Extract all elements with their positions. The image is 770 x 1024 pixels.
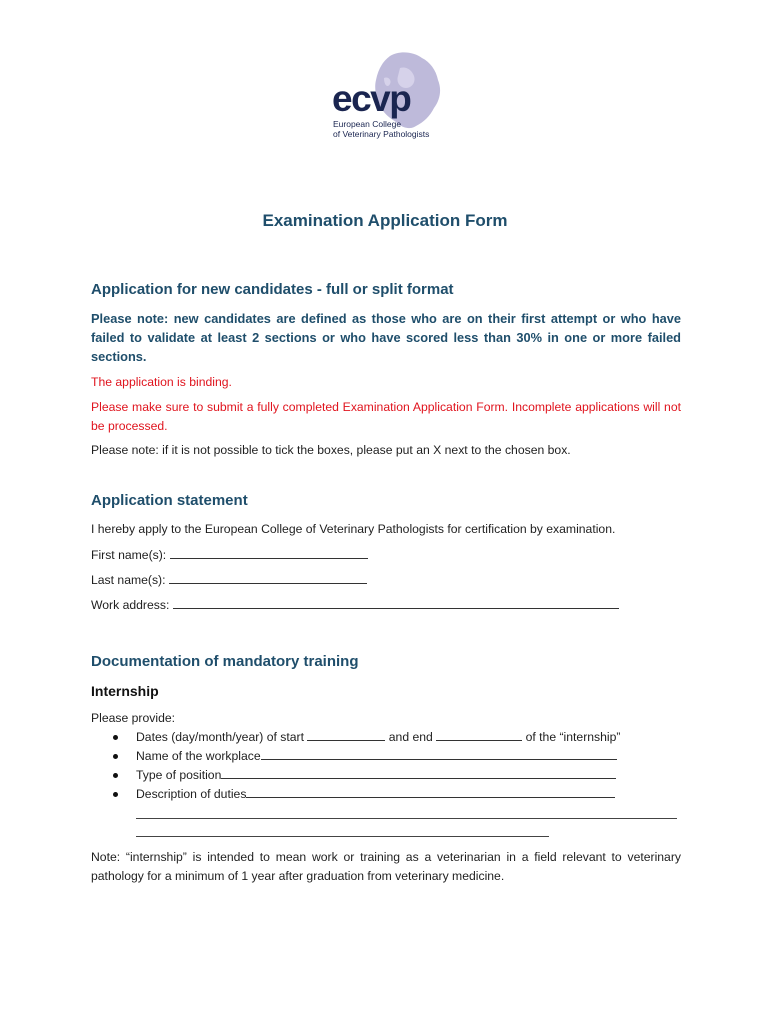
- internship-subheading: Internship: [91, 683, 159, 699]
- logo-line-2: of Veterinary Pathologists: [333, 129, 430, 139]
- logo-wordmark: ecvp: [332, 78, 411, 119]
- workplace-label: Name of the workplace: [136, 749, 261, 763]
- bullet-icon: [113, 773, 118, 778]
- logo-subtitle: [333, 119, 429, 139]
- logo-line-1: European College: [333, 119, 402, 129]
- internship-definition-note: Note: “internship” is intended to mean work or training as a veterinarian in a field relevant to veterinary pathology for a minimum of 1 year after graduation from veterinary medicine.: [91, 850, 681, 883]
- last-name-row: [91, 571, 367, 587]
- end-date-field[interactable]: [436, 728, 522, 741]
- list-item-dates: [91, 728, 681, 747]
- bullet-icon: [113, 735, 118, 740]
- first-name-row: [91, 546, 368, 562]
- list-item-workplace: [91, 747, 681, 766]
- first-name-field[interactable]: [170, 546, 368, 559]
- list-item-position: [91, 766, 681, 785]
- please-provide-label: Please provide:: [91, 711, 176, 725]
- tick-boxes-note: Please note: if it is not possible to tick the boxes, please put an X next to the chosen box.: [91, 443, 571, 457]
- work-address-row: [91, 596, 619, 612]
- bullet-icon: [113, 792, 118, 797]
- workplace-field[interactable]: [261, 747, 617, 760]
- ecvp-logo: [330, 48, 446, 148]
- position-field[interactable]: [221, 766, 616, 779]
- binding-notice: The application is binding.: [91, 375, 232, 389]
- duties-continuation-line-1[interactable]: [136, 818, 677, 819]
- last-name-field[interactable]: [169, 571, 367, 584]
- duties-label: Description of duties: [136, 787, 247, 801]
- section-heading-mandatory-training: Documentation of mandatory training: [91, 653, 359, 670]
- start-date-field[interactable]: [307, 728, 385, 741]
- section-heading-new-candidates: Application for new candidates - full or split format: [91, 281, 454, 298]
- dates-label: Dates (day/month/year) of start: [136, 730, 304, 744]
- dates-suffix-label: of the “internship”: [525, 730, 621, 744]
- internship-requirements-list: [91, 728, 681, 804]
- section-heading-application-statement: Application statement: [91, 492, 248, 509]
- dates-and-end-label: and end: [388, 730, 433, 744]
- duties-field[interactable]: [246, 785, 615, 798]
- position-label: Type of position: [136, 768, 222, 782]
- complete-form-notice: Please make sure to submit a fully completed Examination Application Form. Incomplete applications will not be processed.: [91, 400, 681, 433]
- form-title: Examination Application Form: [262, 211, 508, 230]
- duties-continuation-line-2[interactable]: [136, 836, 549, 837]
- work-address-label: Work address:: [91, 598, 170, 612]
- last-name-label: Last name(s):: [91, 573, 166, 587]
- new-candidates-definition: Please note: new candidates are defined as those who are on their first attempt or who have failed to validate at least 2 sections or who have scored less than 30% in one or more failed sections.: [91, 311, 681, 364]
- bullet-icon: [113, 754, 118, 759]
- first-name-label: First name(s):: [91, 548, 167, 562]
- work-address-field[interactable]: [173, 596, 619, 609]
- list-item-duties: [91, 785, 681, 804]
- application-statement-text: I hereby apply to the European College of Veterinary Pathologists for certification by examination.: [91, 522, 616, 536]
